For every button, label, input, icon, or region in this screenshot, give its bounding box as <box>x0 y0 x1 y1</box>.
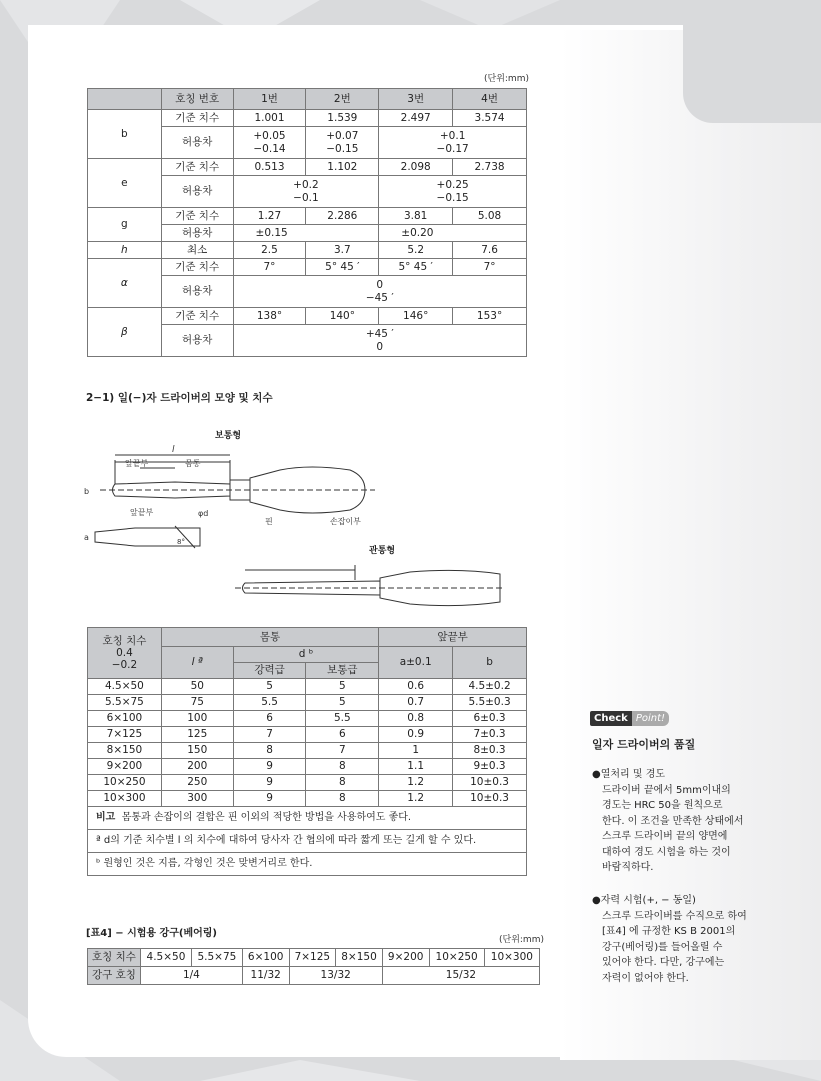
cell: 허용차 <box>161 225 233 242</box>
cell: 10×300 <box>88 791 162 807</box>
cell: 0.7 <box>379 695 453 711</box>
cell: 8×150 <box>88 743 162 759</box>
header-normal: 보통급 <box>306 663 379 679</box>
label-pin: 핀 <box>265 517 273 526</box>
tol-up: +0.07 <box>326 130 359 143</box>
cell: 6×100 <box>242 949 289 967</box>
cell: 8 <box>306 791 379 807</box>
cell: 4.5×50 <box>88 679 162 695</box>
tol-up: +45 ′ <box>365 328 394 341</box>
row-label: g <box>88 208 162 242</box>
cell: 5.5 <box>233 695 306 711</box>
table-row <box>88 759 527 775</box>
cell: ±0.15 <box>233 225 379 242</box>
cell: 8×150 <box>336 949 383 967</box>
label-body: 몸통 <box>185 459 201 468</box>
cell: 5.5×75 <box>88 695 162 711</box>
cell: 0.9 <box>379 727 453 743</box>
cell: 10×300 <box>484 949 539 967</box>
tol-down: −0.1 <box>293 191 319 204</box>
cell <box>233 127 306 159</box>
spec-table <box>87 88 527 357</box>
check-point-badge <box>590 706 669 726</box>
cell: 6 <box>233 711 306 727</box>
sidebar-line: 대하여 경도 시험을 하는 것이 <box>602 846 731 858</box>
badge-check: Check <box>590 711 632 726</box>
cell: 7×125 <box>289 949 336 967</box>
tol-up: +0.25 <box>436 179 469 192</box>
cell: 1 <box>379 743 453 759</box>
label-tip2: 앞끝부 <box>130 508 154 517</box>
cell: 7±0.3 <box>453 727 527 743</box>
cell: 기준 치수 <box>161 110 233 127</box>
table-row <box>88 695 527 711</box>
cell: 125 <box>161 727 233 743</box>
sidebar-item-1 <box>592 767 743 876</box>
label-b: b <box>84 487 90 496</box>
cell: 1.539 <box>306 110 379 127</box>
note-row <box>88 807 527 830</box>
sidebar-line: 바람직하다. <box>602 862 654 873</box>
label-tip: 앞끝부 <box>125 459 149 468</box>
sidebar-line: [표4] 에 규정한 KS B 2001의 <box>602 926 736 937</box>
tol-down: 0 <box>376 340 384 353</box>
cell: 138° <box>233 308 306 325</box>
header-tip: 앞끝부 <box>379 628 527 647</box>
cell: 8 <box>306 775 379 791</box>
cell: 7° <box>453 259 527 276</box>
cell: 9×200 <box>88 759 162 775</box>
normal-type-label: 보통형 <box>215 431 242 441</box>
cell: 10±0.3 <box>453 775 527 791</box>
sidebar-line: 자력이 없어야 한다. <box>602 972 689 984</box>
cell: 5.5±0.3 <box>453 695 527 711</box>
cell: 100 <box>161 711 233 727</box>
cell: 허용차 <box>161 176 233 208</box>
tol-down: −0.14 <box>253 142 286 155</box>
cell: 3.81 <box>379 208 453 225</box>
section-title: 2−1) 일(−)자 드라이버의 모양 및 치수 <box>86 392 273 404</box>
cell: 5° 45 ′ <box>306 259 379 276</box>
cell: 1.001 <box>233 110 306 127</box>
cell: 7 <box>306 743 379 759</box>
cell: 0.513 <box>233 159 306 176</box>
cell: 2.098 <box>379 159 453 176</box>
header-nominal <box>88 628 162 679</box>
cell: 기준 치수 <box>161 159 233 176</box>
cell: 300 <box>161 791 233 807</box>
cell: 1.102 <box>306 159 379 176</box>
cell: 9 <box>233 759 306 775</box>
cell: 75 <box>161 695 233 711</box>
cell: 146° <box>379 308 453 325</box>
cell: 5.08 <box>453 208 527 225</box>
sidebar-line: 한다. 이 조건을 만족한 상태에서 <box>602 815 744 827</box>
cell: 기준 치수 <box>161 308 233 325</box>
page-corner <box>683 25 821 123</box>
header-l: l ª <box>161 647 233 679</box>
badge-point: Point! <box>632 711 669 726</box>
cell: 8 <box>306 759 379 775</box>
header-cell: 3번 <box>379 89 453 110</box>
cell: 3.7 <box>306 242 379 259</box>
cell: 6 <box>306 727 379 743</box>
table-row <box>88 679 527 695</box>
cell <box>233 176 379 208</box>
sidebar-line: 강구(베어링)를 들어올릴 수 <box>602 941 723 953</box>
cell: 0.8 <box>379 711 453 727</box>
dimension-table <box>87 627 527 876</box>
cell: 2.286 <box>306 208 379 225</box>
sidebar-line: 드라이버 끝에서 5mm이내의 <box>602 784 731 796</box>
tol-up: +0.2 <box>293 179 319 192</box>
cell <box>233 325 526 357</box>
cell <box>306 127 379 159</box>
cell: 기준 치수 <box>161 208 233 225</box>
header-cell: 1번 <box>233 89 306 110</box>
header-cell: 4번 <box>453 89 527 110</box>
cell: 2.738 <box>453 159 527 176</box>
row-label: β <box>88 308 162 357</box>
tol-up: +0.05 <box>253 130 286 143</box>
cell: 15/32 <box>382 967 539 985</box>
cell: 허용차 <box>161 276 233 308</box>
sidebar-item-heading: ●열처리 및 경도 <box>592 769 666 780</box>
cell: 5 <box>233 679 306 695</box>
table3-unit: (단위:mm) <box>499 935 544 945</box>
cell: 8 <box>233 743 306 759</box>
cell: 7 <box>233 727 306 743</box>
sidebar-title: 일자 드라이버의 품질 <box>592 738 696 751</box>
tol-down: −45 ′ <box>365 291 394 304</box>
cell: 4.5×50 <box>141 949 192 967</box>
cell: 10×250 <box>429 949 484 967</box>
footnote-a: ª d의 기준 치수별 l 의 치수에 대하여 당사자 간 협의에 따라 짧게 또는 길게 할 수 있다. <box>88 830 527 853</box>
sidebar-line: 경도는 HRC 50을 원칙으로 <box>602 800 723 811</box>
cell: 200 <box>161 759 233 775</box>
cell: 50 <box>161 679 233 695</box>
cell: 250 <box>161 775 233 791</box>
cell: 10×250 <box>88 775 162 791</box>
sidebar-line: 있어야 한다. 다만, 강구에는 <box>602 957 725 968</box>
label-l: l <box>172 445 175 455</box>
header-cell: 2번 <box>306 89 379 110</box>
cell: 6±0.3 <box>453 711 527 727</box>
table3-title: [표4] − 시험용 강구(베어링) <box>86 928 218 939</box>
cell: 5.5 <box>306 711 379 727</box>
cell: 5 <box>306 679 379 695</box>
cell: 1.2 <box>379 775 453 791</box>
tol-down: −0.17 <box>436 142 469 155</box>
cell: 11/32 <box>242 967 289 985</box>
screwdriver-drawing <box>80 440 530 620</box>
cell: 150 <box>161 743 233 759</box>
cell: 5.5×75 <box>191 949 242 967</box>
table-row <box>88 743 527 759</box>
header-b: b <box>453 647 527 679</box>
header-cell: 호칭 치수 <box>88 949 141 967</box>
row-label: e <box>88 159 162 208</box>
cell <box>379 176 527 208</box>
cell: ±0.20 <box>379 225 527 242</box>
cell: 153° <box>453 308 527 325</box>
cell: 7.6 <box>453 242 527 259</box>
cell: 기준 치수 <box>161 259 233 276</box>
cell: 5° 45 ′ <box>379 259 453 276</box>
tol-down: −0.15 <box>436 191 469 204</box>
header-nominal-label: 호칭 치수 <box>102 634 147 647</box>
row-label: α <box>88 259 162 308</box>
table1-unit: (단위:mm) <box>484 74 529 84</box>
cell: 6×100 <box>88 711 162 727</box>
through-type-label: 관통형 <box>369 546 396 556</box>
cell: 1.1 <box>379 759 453 775</box>
cell: 0.6 <box>379 679 453 695</box>
table-row <box>88 711 527 727</box>
tol-up: +0.1 <box>439 130 466 143</box>
cell: 3.574 <box>453 110 527 127</box>
row-label: h <box>88 242 162 259</box>
note-text: 몸통과 손잡이의 결합은 핀 이외의 적당한 방법을 사용하여도 좋다. <box>121 812 412 824</box>
label-angle: 8° <box>177 538 185 546</box>
sidebar-line: 스크루 드라이버 끝의 양면에 <box>602 831 728 842</box>
cell: 10±0.3 <box>453 791 527 807</box>
cell: 9±0.3 <box>453 759 527 775</box>
label-d: φd <box>198 509 209 518</box>
cell: 허용차 <box>161 325 233 357</box>
cell: 9×200 <box>382 949 429 967</box>
cell: 1/4 <box>141 967 243 985</box>
cell: 5.2 <box>379 242 453 259</box>
header-a: a±0.1 <box>379 647 453 679</box>
sidebar-line: 스크루 드라이버를 수직으로 하여 <box>602 910 747 922</box>
cell: 2.497 <box>379 110 453 127</box>
label-a: a <box>84 533 89 542</box>
cell <box>233 276 526 308</box>
row-label: b <box>88 110 162 159</box>
cell: 13/32 <box>289 967 382 985</box>
cell: 9 <box>233 791 306 807</box>
header-cell: 호칭 번호 <box>161 89 233 110</box>
cell: 140° <box>306 308 379 325</box>
table-row <box>88 775 527 791</box>
cell: 7×125 <box>88 727 162 743</box>
cell: 허용차 <box>161 127 233 159</box>
header-nominal-tol: −0.2 <box>111 659 138 672</box>
header-blank <box>88 89 162 110</box>
cell: 2.5 <box>233 242 306 259</box>
table-row <box>88 791 527 807</box>
cell <box>379 127 527 159</box>
tol-down: −0.15 <box>326 142 359 155</box>
tol-up: 0 <box>376 279 384 292</box>
header-body: 몸통 <box>161 628 378 647</box>
cell: 5 <box>306 695 379 711</box>
note-label: 비고 <box>96 812 116 824</box>
sidebar-item-2 <box>592 893 747 986</box>
header-strong: 강력급 <box>233 663 306 679</box>
cell: 1.27 <box>233 208 306 225</box>
cell: 7° <box>233 259 306 276</box>
cell: 4.5±0.2 <box>453 679 527 695</box>
cell: 8±0.3 <box>453 743 527 759</box>
footnote-b: ᵇ 원형인 것은 지름, 각형인 것은 맞변거리로 한다. <box>88 853 527 876</box>
table-row <box>88 727 527 743</box>
header-cell: 강구 호칭 <box>88 967 141 985</box>
header-nominal-tol: 0.4 <box>116 646 133 659</box>
cell: 최소 <box>161 242 233 259</box>
cell: 1.2 <box>379 791 453 807</box>
header-d: d ᵇ <box>233 647 379 663</box>
sidebar-item-heading: ●자력 시험(+, − 동일) <box>592 895 696 906</box>
ball-table <box>87 948 540 985</box>
label-handle: 손잡이부 <box>330 517 361 526</box>
cell: 9 <box>233 775 306 791</box>
